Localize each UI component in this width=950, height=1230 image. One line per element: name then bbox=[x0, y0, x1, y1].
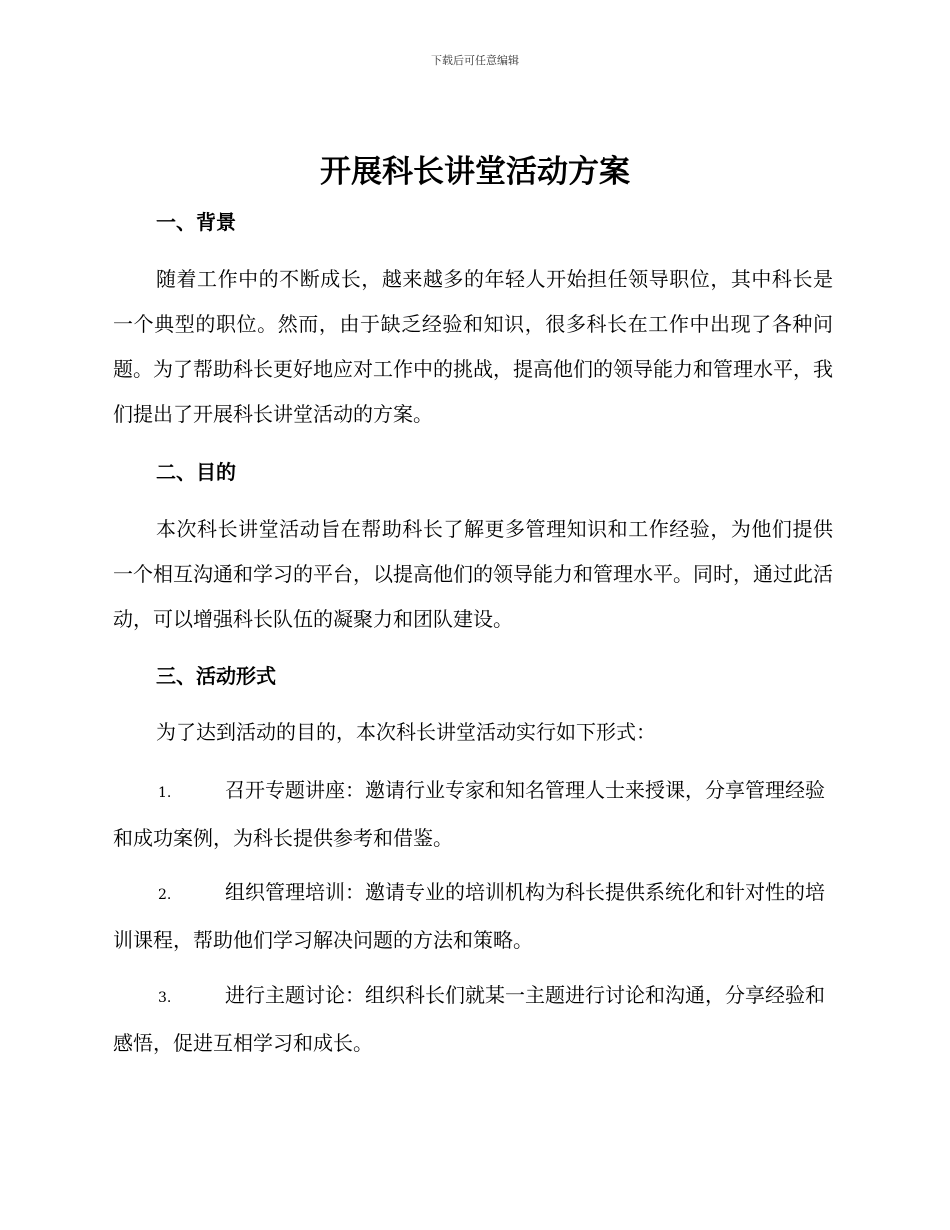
list-item bbox=[113, 870, 833, 963]
list-item bbox=[113, 973, 833, 1066]
list-item-text: 组织管理培训：邀请专业的培训机构为科长提供系统化和针对性的培训课程，帮助他们学习解决问题的方法和策略。 bbox=[113, 880, 825, 952]
list-item bbox=[113, 768, 833, 861]
section-heading-format: 三、活动形式 bbox=[156, 664, 276, 688]
list-item-number: 1. bbox=[158, 785, 172, 801]
section-paragraph-format: 为了达到活动的目的，本次科长讲堂活动实行如下形式： bbox=[156, 720, 656, 744]
header-note: 下载后可任意编辑 bbox=[431, 54, 519, 67]
list-item-text: 召开专题讲座：邀请行业专家和知名管理人士来授课，分享管理经验和成功案例，为科长提供参考和借鉴。 bbox=[113, 778, 825, 850]
section-heading-purpose: 二、目的 bbox=[156, 460, 236, 484]
section-paragraph-purpose: 本次科长讲堂活动旨在帮助科长了解更多管理知识和工作经验，为他们提供一个相互沟通和学习的平台，以提高他们的领导能力和管理水平。同时，通过此活动，可以增强科长队伍的凝聚力和团队建设。 bbox=[113, 517, 833, 631]
section-paragraph-background: 随着工作中的不断成长，越来越多的年轻人开始担任领导职位，其中科长是一个典型的职位。然而，由于缺乏经验和知识，很多科长在工作中出现了各种问题。为了帮助科长更好地应对工作中的挑战，提高他们的领导能力和管理水平，我们提出了开展科长讲堂活动的方案。 bbox=[113, 267, 833, 426]
page-title: 开展科长讲堂活动方案 bbox=[320, 154, 630, 190]
list-item-text: 进行主题讨论：组织科长们就某一主题进行讨论和沟通，分享经验和感悟，促进互相学习和成长。 bbox=[113, 983, 825, 1055]
list-item-number: 3. bbox=[158, 990, 172, 1006]
section-heading-background: 一、背景 bbox=[156, 210, 236, 234]
list-item-number: 2. bbox=[158, 887, 172, 903]
